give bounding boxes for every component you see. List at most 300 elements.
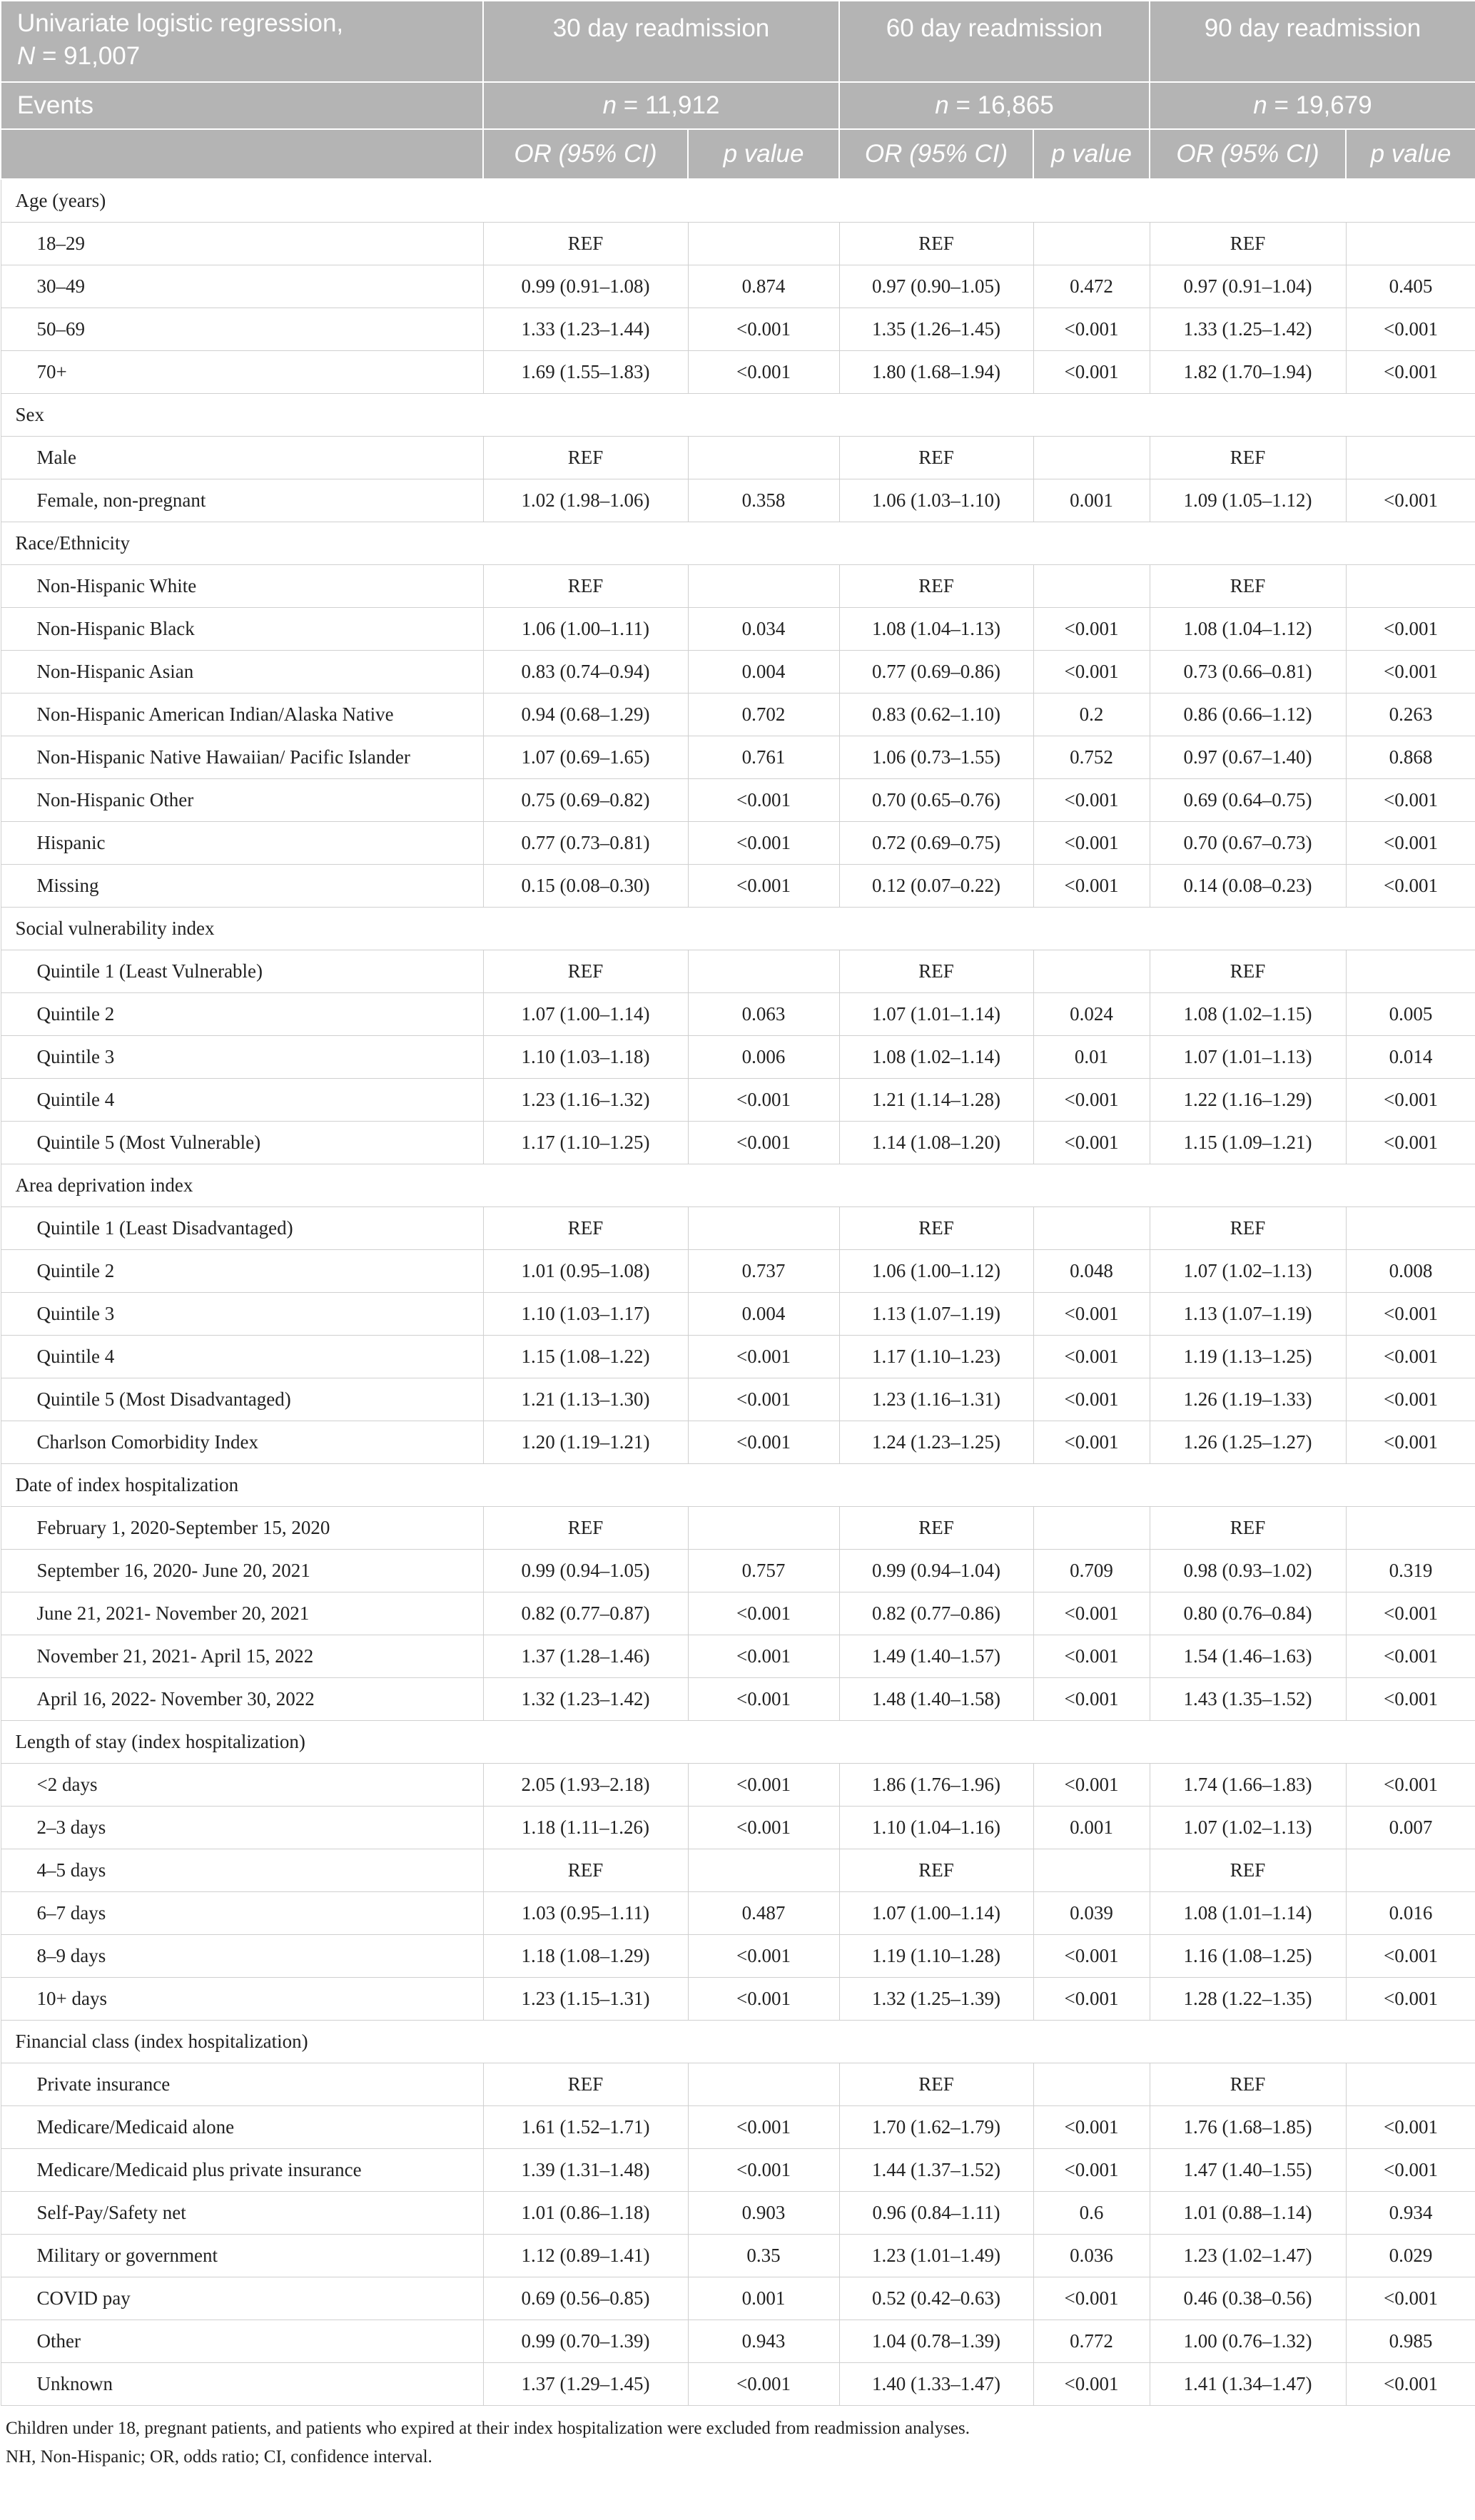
p-value-cell: 0.036: [1033, 2234, 1150, 2277]
or-ci-cell: REF: [483, 1849, 688, 1891]
table-row: [1, 436, 1475, 479]
or-header: OR (95% CI): [839, 129, 1033, 179]
or-ci-cell: 1.47 (1.40–1.55): [1150, 2148, 1346, 2191]
p-value-header: p value: [688, 129, 839, 179]
or-ci-cell: REF: [839, 2063, 1033, 2105]
or-ci-cell: REF: [483, 950, 688, 992]
p-value-cell: 0.757: [688, 1549, 839, 1592]
p-value-cell: <0.001: [688, 821, 839, 864]
or-ci-cell: 1.07 (1.02–1.13): [1150, 1806, 1346, 1849]
p-value-cell: 0.001: [1033, 479, 1150, 522]
p-value-cell: <0.001: [688, 1635, 839, 1677]
row-label: Male: [1, 436, 483, 479]
p-value-cell: 0.048: [1033, 1249, 1150, 1292]
p-value-cell: <0.001: [1033, 1635, 1150, 1677]
events-90-day: [1150, 82, 1475, 129]
events-n-italic: n: [935, 91, 949, 119]
p-value-cell: 0.943: [688, 2320, 839, 2362]
or-ci-cell: 1.09 (1.05–1.12): [1150, 479, 1346, 522]
p-value-cell: [688, 1206, 839, 1249]
or-ci-cell: 0.97 (0.90–1.05): [839, 265, 1033, 308]
p-value-cell: 0.039: [1033, 1891, 1150, 1934]
table-row: [1, 1592, 1475, 1635]
table-row: [1, 1335, 1475, 1378]
row-label: Military or government: [1, 2234, 483, 2277]
table-row: [1, 2191, 1475, 2234]
row-label: Non-Hispanic Native Hawaiian/ Pacific Islander: [1, 736, 483, 778]
p-value-cell: <0.001: [1033, 864, 1150, 907]
p-value-cell: <0.001: [1346, 308, 1475, 350]
p-value-cell: <0.001: [688, 350, 839, 393]
p-value-cell: <0.001: [1346, 1292, 1475, 1335]
row-label: Non-Hispanic Other: [1, 778, 483, 821]
p-value-cell: 0.772: [1033, 2320, 1150, 2362]
or-ci-cell: 0.12 (0.07–0.22): [839, 864, 1033, 907]
p-value-cell: [688, 1849, 839, 1891]
p-value-cell: [1346, 222, 1475, 265]
p-value-cell: <0.001: [688, 308, 839, 350]
p-value-cell: <0.001: [688, 1078, 839, 1121]
or-ci-cell: REF: [483, 1206, 688, 1249]
or-ci-cell: 1.28 (1.22–1.35): [1150, 1977, 1346, 2020]
row-label: April 16, 2022- November 30, 2022: [1, 1677, 483, 1720]
p-value-cell: <0.001: [688, 1335, 839, 1378]
or-ci-cell: 1.82 (1.70–1.94): [1150, 350, 1346, 393]
row-label: Quintile 3: [1, 1035, 483, 1078]
p-value-cell: 0.008: [1346, 1249, 1475, 1292]
or-ci-cell: 0.99 (0.91–1.08): [483, 265, 688, 308]
or-ci-cell: 1.61 (1.52–1.71): [483, 2105, 688, 2148]
table-row: [1, 1549, 1475, 1592]
p-value-cell: <0.001: [1033, 1677, 1150, 1720]
p-value-cell: [1346, 564, 1475, 607]
row-label: Non-Hispanic American Indian/Alaska Native: [1, 693, 483, 736]
row-label: Quintile 2: [1, 992, 483, 1035]
table-row: [1, 2063, 1475, 2105]
p-value-cell: <0.001: [1346, 479, 1475, 522]
table-row: [1, 2105, 1475, 2148]
p-value-cell: [688, 436, 839, 479]
p-value-cell: <0.001: [688, 2105, 839, 2148]
p-value-cell: 0.006: [688, 1035, 839, 1078]
p-value-cell: [1033, 950, 1150, 992]
p-value-cell: [688, 222, 839, 265]
p-value-cell: 0.709: [1033, 1549, 1150, 1592]
row-label: February 1, 2020-September 15, 2020: [1, 1506, 483, 1549]
or-ci-cell: 1.40 (1.33–1.47): [839, 2362, 1033, 2405]
p-value-cell: 0.001: [1033, 1806, 1150, 1849]
table-row: [1, 308, 1475, 350]
p-value-cell: 0.487: [688, 1891, 839, 1934]
or-ci-cell: 1.80 (1.68–1.94): [839, 350, 1033, 393]
row-label: 30–49: [1, 265, 483, 308]
p-value-cell: <0.001: [688, 1592, 839, 1635]
row-label: 8–9 days: [1, 1934, 483, 1977]
p-value-cell: <0.001: [1346, 778, 1475, 821]
row-label: Quintile 4: [1, 1078, 483, 1121]
p-value-cell: 0.405: [1346, 265, 1475, 308]
or-ci-cell: 1.32 (1.23–1.42): [483, 1677, 688, 1720]
p-value-cell: <0.001: [1346, 1977, 1475, 2020]
or-ci-cell: 1.08 (1.04–1.13): [839, 607, 1033, 650]
table-row: [1, 479, 1475, 522]
or-ci-cell: 1.08 (1.01–1.14): [1150, 1891, 1346, 1934]
p-value-cell: 0.004: [688, 1292, 839, 1335]
p-value-cell: [1346, 1506, 1475, 1549]
p-value-cell: <0.001: [1033, 2277, 1150, 2320]
table-row: [1, 1763, 1475, 1806]
p-value-cell: 0.029: [1346, 2234, 1475, 2277]
table-row: [1, 564, 1475, 607]
row-label: Unknown: [1, 2362, 483, 2405]
or-ci-cell: 1.10 (1.04–1.16): [839, 1806, 1033, 1849]
row-label: Quintile 2: [1, 1249, 483, 1292]
or-header: OR (95% CI): [483, 129, 688, 179]
p-value-cell: <0.001: [1033, 2362, 1150, 2405]
row-label: Charlson Comorbidity Index: [1, 1421, 483, 1463]
table-row: [1, 1078, 1475, 1121]
or-ci-cell: 0.77 (0.69–0.86): [839, 650, 1033, 693]
or-ci-cell: 1.15 (1.09–1.21): [1150, 1121, 1346, 1164]
col-30-day-header: 30 day readmission: [483, 1, 839, 82]
p-value-cell: [1033, 564, 1150, 607]
p-value-cell: <0.001: [688, 1763, 839, 1806]
p-value-cell: 0.472: [1033, 265, 1150, 308]
p-value-cell: <0.001: [688, 1806, 839, 1849]
events-value: = 16,865: [948, 91, 1054, 119]
or-ci-cell: 1.03 (0.95–1.11): [483, 1891, 688, 1934]
p-value-cell: [1033, 1849, 1150, 1891]
or-ci-cell: 1.18 (1.08–1.29): [483, 1934, 688, 1977]
or-ci-cell: REF: [483, 436, 688, 479]
row-label: Quintile 1 (Least Disadvantaged): [1, 1206, 483, 1249]
or-ci-cell: 0.75 (0.69–0.82): [483, 778, 688, 821]
or-ci-cell: REF: [839, 564, 1033, 607]
or-ci-cell: 1.07 (1.00–1.14): [483, 992, 688, 1035]
or-ci-cell: 1.15 (1.08–1.22): [483, 1335, 688, 1378]
table-row: [1, 265, 1475, 308]
or-ci-cell: 0.94 (0.68–1.29): [483, 693, 688, 736]
or-ci-cell: 1.39 (1.31–1.48): [483, 2148, 688, 2191]
stub-n-value: = 91,007: [35, 42, 141, 70]
or-ci-cell: 1.07 (1.02–1.13): [1150, 1249, 1346, 1292]
p-value-cell: <0.001: [1033, 1934, 1150, 1977]
or-ci-cell: 1.44 (1.37–1.52): [839, 2148, 1033, 2191]
or-ci-cell: REF: [839, 222, 1033, 265]
p-value-cell: <0.001: [1346, 2105, 1475, 2148]
or-ci-cell: 0.46 (0.38–0.56): [1150, 2277, 1346, 2320]
section-row: [1, 393, 1475, 436]
table-row: [1, 1292, 1475, 1335]
or-ci-cell: 1.23 (1.15–1.31): [483, 1977, 688, 2020]
section-title: Sex: [1, 393, 1475, 436]
p-value-cell: 0.2: [1033, 693, 1150, 736]
or-ci-cell: 1.10 (1.03–1.17): [483, 1292, 688, 1335]
or-ci-cell: REF: [839, 950, 1033, 992]
p-value-cell: <0.001: [1346, 650, 1475, 693]
stub-header: [1, 1, 483, 82]
p-value-cell: [1033, 222, 1150, 265]
p-value-cell: 0.903: [688, 2191, 839, 2234]
or-ci-cell: 0.83 (0.74–0.94): [483, 650, 688, 693]
table-row: [1, 1121, 1475, 1164]
or-ci-cell: 1.86 (1.76–1.96): [839, 1763, 1033, 1806]
row-label: Female, non-pregnant: [1, 479, 483, 522]
p-value-cell: <0.001: [1346, 1078, 1475, 1121]
p-value-cell: [688, 1506, 839, 1549]
row-label: 50–69: [1, 308, 483, 350]
p-value-cell: [688, 564, 839, 607]
p-value-cell: <0.001: [1346, 1763, 1475, 1806]
p-value-cell: 0.263: [1346, 693, 1475, 736]
or-ci-cell: REF: [839, 1206, 1033, 1249]
or-ci-cell: 1.08 (1.02–1.15): [1150, 992, 1346, 1035]
or-ci-cell: 0.99 (0.70–1.39): [483, 2320, 688, 2362]
or-ci-cell: 0.73 (0.66–0.81): [1150, 650, 1346, 693]
table-row: [1, 950, 1475, 992]
p-value-cell: 0.005: [1346, 992, 1475, 1035]
or-ci-cell: 1.70 (1.62–1.79): [839, 2105, 1033, 2148]
or-ci-cell: 0.72 (0.69–0.75): [839, 821, 1033, 864]
or-ci-cell: 0.82 (0.77–0.87): [483, 1592, 688, 1635]
or-ci-cell: 1.14 (1.08–1.20): [839, 1121, 1033, 1164]
p-value-cell: <0.001: [1346, 1592, 1475, 1635]
or-ci-cell: 1.08 (1.02–1.14): [839, 1035, 1033, 1078]
table-row: [1, 2320, 1475, 2362]
events-60-day: [839, 82, 1150, 129]
table-row: [1, 350, 1475, 393]
table-row: [1, 2234, 1475, 2277]
or-ci-cell: 1.37 (1.29–1.45): [483, 2362, 688, 2405]
p-value-cell: <0.001: [1033, 1763, 1150, 1806]
or-ci-cell: REF: [483, 2063, 688, 2105]
table-row: [1, 992, 1475, 1035]
p-value-cell: <0.001: [1346, 607, 1475, 650]
table-row: [1, 1849, 1475, 1891]
table-row: [1, 2362, 1475, 2405]
events-30-day: [483, 82, 839, 129]
or-ci-cell: 1.01 (0.88–1.14): [1150, 2191, 1346, 2234]
p-value-cell: 0.319: [1346, 1549, 1475, 1592]
row-label: June 21, 2021- November 20, 2021: [1, 1592, 483, 1635]
p-value-cell: <0.001: [1033, 2105, 1150, 2148]
row-label: COVID pay: [1, 2277, 483, 2320]
p-value-cell: 0.358: [688, 479, 839, 522]
p-value-cell: <0.001: [688, 1121, 839, 1164]
p-value-cell: 0.985: [1346, 2320, 1475, 2362]
or-ci-cell: 1.41 (1.34–1.47): [1150, 2362, 1346, 2405]
stub-n-italic: N: [17, 42, 36, 70]
or-ci-cell: 1.23 (1.01–1.49): [839, 2234, 1033, 2277]
p-value-cell: <0.001: [1033, 1078, 1150, 1121]
p-value-header: p value: [1033, 129, 1150, 179]
p-value-cell: [1033, 1506, 1150, 1549]
p-value-cell: 0.702: [688, 693, 839, 736]
p-value-cell: <0.001: [1346, 1677, 1475, 1720]
or-ci-cell: REF: [1150, 1506, 1346, 1549]
table-row: [1, 1206, 1475, 1249]
p-value-cell: <0.001: [1346, 1635, 1475, 1677]
or-ci-cell: 1.08 (1.04–1.12): [1150, 607, 1346, 650]
p-value-cell: <0.001: [1346, 864, 1475, 907]
row-label: Other: [1, 2320, 483, 2362]
or-ci-cell: 0.69 (0.64–0.75): [1150, 778, 1346, 821]
section-row: [1, 1164, 1475, 1206]
or-ci-cell: 0.99 (0.94–1.04): [839, 1549, 1033, 1592]
or-ci-cell: REF: [1150, 1849, 1346, 1891]
or-ci-cell: 1.37 (1.28–1.46): [483, 1635, 688, 1677]
p-value-cell: <0.001: [1346, 350, 1475, 393]
p-value-cell: <0.001: [1346, 1421, 1475, 1463]
p-value-cell: <0.001: [1033, 1592, 1150, 1635]
or-ci-cell: REF: [483, 1506, 688, 1549]
p-value-cell: <0.001: [1346, 1121, 1475, 1164]
row-label: <2 days: [1, 1763, 483, 1806]
or-ci-cell: 0.82 (0.77–0.86): [839, 1592, 1033, 1635]
or-ci-cell: 1.04 (0.78–1.39): [839, 2320, 1033, 2362]
row-label: 2–3 days: [1, 1806, 483, 1849]
p-value-cell: <0.001: [1033, 1335, 1150, 1378]
or-ci-cell: 1.23 (1.16–1.32): [483, 1078, 688, 1121]
or-ci-cell: 0.52 (0.42–0.63): [839, 2277, 1033, 2320]
row-label: 70+: [1, 350, 483, 393]
p-value-cell: <0.001: [1346, 2148, 1475, 2191]
p-value-cell: <0.001: [1346, 1335, 1475, 1378]
or-ci-cell: 0.83 (0.62–1.10): [839, 693, 1033, 736]
or-ci-cell: 1.21 (1.14–1.28): [839, 1078, 1033, 1121]
table-row: [1, 1249, 1475, 1292]
p-value-cell: 0.024: [1033, 992, 1150, 1035]
or-ci-cell: 1.19 (1.10–1.28): [839, 1934, 1033, 1977]
or-ci-cell: 1.10 (1.03–1.18): [483, 1035, 688, 1078]
p-value-cell: <0.001: [1033, 1292, 1150, 1335]
or-ci-cell: 1.07 (1.01–1.14): [839, 992, 1033, 1035]
p-value-cell: 0.752: [1033, 736, 1150, 778]
p-value-cell: 0.007: [1346, 1806, 1475, 1849]
p-value-cell: <0.001: [1033, 607, 1150, 650]
p-value-cell: <0.001: [1033, 350, 1150, 393]
table-row: [1, 2277, 1475, 2320]
row-label: Private insurance: [1, 2063, 483, 2105]
or-ci-cell: 1.69 (1.55–1.83): [483, 350, 688, 393]
table-row: [1, 1677, 1475, 1720]
col-90-day-header: 90 day readmission: [1150, 1, 1475, 82]
header-row-title: [1, 1, 1475, 82]
p-value-cell: [1346, 436, 1475, 479]
or-ci-cell: 1.06 (1.03–1.10): [839, 479, 1033, 522]
section-title: Length of stay (index hospitalization): [1, 1720, 1475, 1763]
or-ci-cell: 1.33 (1.23–1.44): [483, 308, 688, 350]
section-title: Age (years): [1, 179, 1475, 222]
or-ci-cell: 1.48 (1.40–1.58): [839, 1677, 1033, 1720]
p-value-cell: [1033, 2063, 1150, 2105]
or-ci-cell: 1.07 (0.69–1.65): [483, 736, 688, 778]
header-row-subcolumns: [1, 129, 1475, 179]
p-value-cell: <0.001: [688, 2362, 839, 2405]
events-value: = 11,912: [617, 91, 720, 119]
or-ci-cell: 0.98 (0.93–1.02): [1150, 1549, 1346, 1592]
p-value-cell: 0.761: [688, 736, 839, 778]
p-value-cell: <0.001: [1033, 308, 1150, 350]
section-title: Social vulnerability index: [1, 907, 1475, 950]
table-row: [1, 1378, 1475, 1421]
or-ci-cell: 0.96 (0.84–1.11): [839, 2191, 1033, 2234]
or-ci-cell: 1.18 (1.11–1.26): [483, 1806, 688, 1849]
or-ci-cell: 0.80 (0.76–0.84): [1150, 1592, 1346, 1635]
p-value-cell: <0.001: [1033, 778, 1150, 821]
events-n-italic: n: [1253, 91, 1267, 119]
p-value-cell: <0.001: [1033, 821, 1150, 864]
or-ci-cell: REF: [483, 564, 688, 607]
row-label: Quintile 5 (Most Vulnerable): [1, 1121, 483, 1164]
or-ci-cell: 1.19 (1.13–1.25): [1150, 1335, 1346, 1378]
table-row: [1, 222, 1475, 265]
row-label: Quintile 5 (Most Disadvantaged): [1, 1378, 483, 1421]
row-label: Medicare/Medicaid alone: [1, 2105, 483, 2148]
table-row: [1, 1891, 1475, 1934]
row-label: Quintile 3: [1, 1292, 483, 1335]
row-label: Quintile 1 (Least Vulnerable): [1, 950, 483, 992]
p-value-cell: <0.001: [688, 2148, 839, 2191]
table-row: [1, 736, 1475, 778]
or-ci-cell: REF: [1150, 436, 1346, 479]
or-ci-cell: 1.32 (1.25–1.39): [839, 1977, 1033, 2020]
row-label: Hispanic: [1, 821, 483, 864]
col-60-day-header: 60 day readmission: [839, 1, 1150, 82]
table-row: [1, 1934, 1475, 1977]
p-value-cell: <0.001: [688, 1421, 839, 1463]
or-ci-cell: 0.14 (0.08–0.23): [1150, 864, 1346, 907]
or-ci-cell: REF: [839, 1506, 1033, 1549]
table-row: [1, 1806, 1475, 1849]
table-row: [1, 1421, 1475, 1463]
table-row: [1, 864, 1475, 907]
or-ci-cell: 1.01 (0.95–1.08): [483, 1249, 688, 1292]
table-row: [1, 778, 1475, 821]
table-row: [1, 1977, 1475, 2020]
or-ci-cell: REF: [839, 1849, 1033, 1891]
footnote-abbreviations: NH, Non-Hispanic; OR, odds ratio; CI, confidence interval.: [6, 2447, 432, 2466]
p-value-cell: 0.35: [688, 2234, 839, 2277]
row-label: Non-Hispanic White: [1, 564, 483, 607]
section-row: [1, 2020, 1475, 2063]
p-value-cell: <0.001: [1346, 821, 1475, 864]
p-value-cell: <0.001: [1033, 650, 1150, 693]
or-ci-cell: 0.69 (0.56–0.85): [483, 2277, 688, 2320]
or-ci-cell: 1.35 (1.26–1.45): [839, 308, 1033, 350]
p-value-cell: 0.874: [688, 265, 839, 308]
table-row: [1, 2148, 1475, 2191]
or-ci-cell: REF: [1150, 950, 1346, 992]
p-value-cell: <0.001: [688, 1378, 839, 1421]
table-row: [1, 1035, 1475, 1078]
or-ci-cell: 0.99 (0.94–1.05): [483, 1549, 688, 1592]
p-value-cell: [688, 2063, 839, 2105]
p-value-cell: 0.034: [688, 607, 839, 650]
p-value-cell: <0.001: [688, 778, 839, 821]
p-value-cell: <0.001: [1033, 2148, 1150, 2191]
or-ci-cell: REF: [1150, 2063, 1346, 2105]
row-label: Non-Hispanic Black: [1, 607, 483, 650]
events-label: Events: [1, 82, 483, 129]
or-ci-cell: 0.77 (0.73–0.81): [483, 821, 688, 864]
p-value-cell: [1033, 1206, 1150, 1249]
p-value-cell: <0.001: [688, 1977, 839, 2020]
or-ci-cell: 1.07 (1.01–1.13): [1150, 1035, 1346, 1078]
row-label: 6–7 days: [1, 1891, 483, 1934]
or-ci-cell: 1.00 (0.76–1.32): [1150, 2320, 1346, 2362]
section-row: [1, 1720, 1475, 1763]
